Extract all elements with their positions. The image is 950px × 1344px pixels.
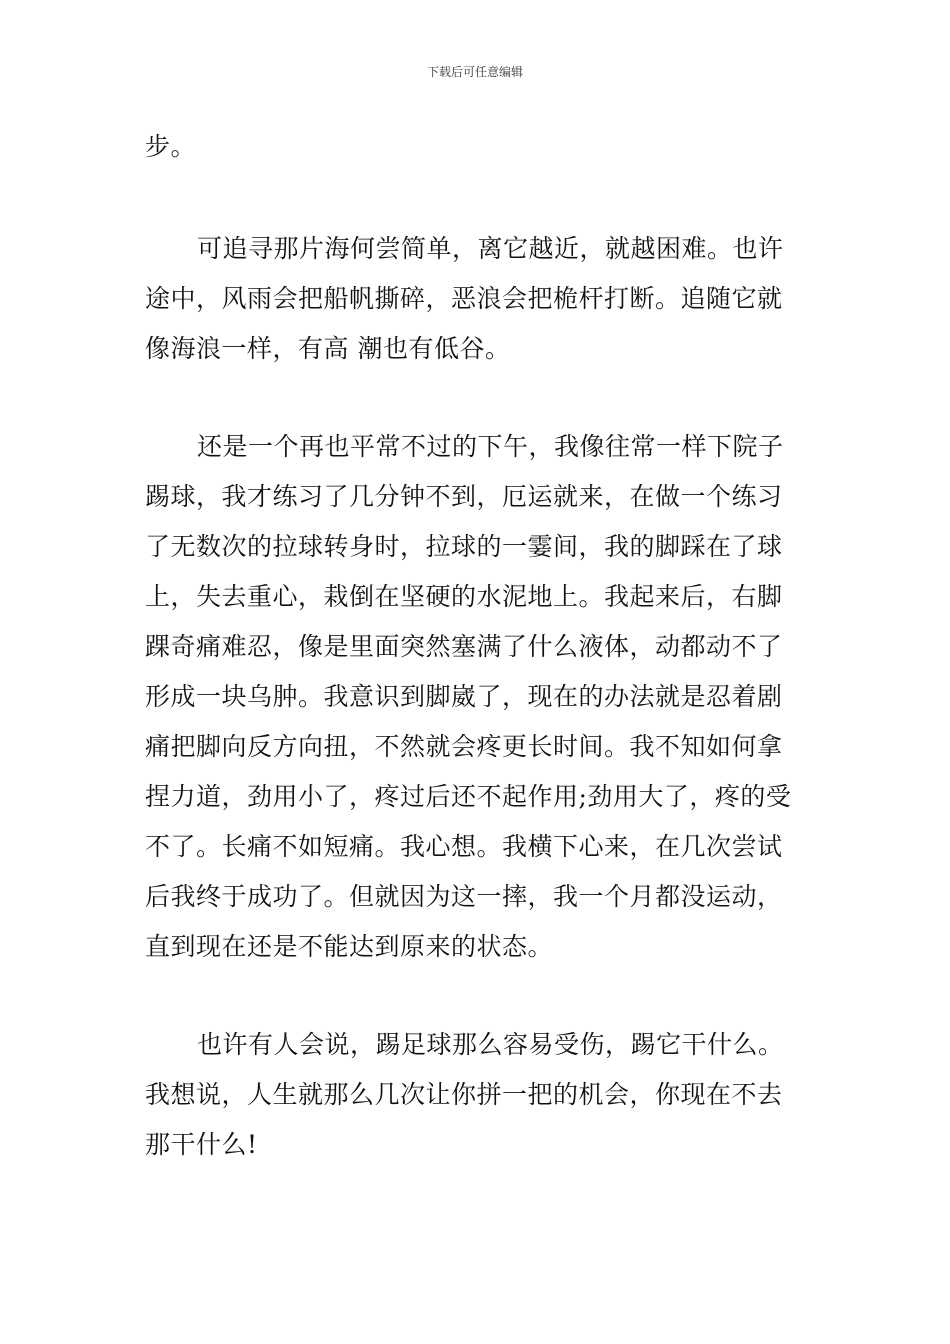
paragraph-line: 直到现在还是不能达到原来的状态。 xyxy=(145,932,554,961)
paragraph-4 xyxy=(145,1020,810,1170)
page-header: 下载后可任意编辑 xyxy=(426,65,523,79)
paragraph-line: 踢球，我才练习了几分钟不到，厄运就来，在做一个练习 xyxy=(145,482,783,511)
paragraph-line: 上，失去重心，栽倒在坚硬的水泥地上。我起来后，右脚 xyxy=(145,582,783,611)
paragraph-line: 也许有人会说，踢足球那么容易受伤，踢它干什么。 xyxy=(197,1030,784,1059)
paragraph-line: 痛把脚向反方向扭，不然就会疼更长时间。我不知如何拿 xyxy=(145,732,783,761)
paragraph-2 xyxy=(145,224,810,374)
paragraph-line: 了无数次的拉球转身时，拉球的一霎间，我的脚踩在了球 xyxy=(145,532,783,561)
paragraph-line: 我想说，人生就那么几次让你拼一把的机会，你现在不去 xyxy=(145,1080,783,1109)
paragraph-line: 途中，风雨会把船帆撕碎，恶浪会把桅杆打断。追随它就 xyxy=(145,284,783,313)
paragraph-line: 踝奇痛难忍，像是里面突然塞满了什么液体，动都动不了 xyxy=(145,632,783,661)
paragraph-line: 后我终于成功了。但就因为这一摔，我一个月都没运动， xyxy=(145,882,783,911)
paragraph-line: 捏力道，劲用小了，疼过后还不起作用;劲用大了，疼的受 xyxy=(145,782,792,811)
paragraph-line: 步。 xyxy=(145,132,197,161)
paragraph-line: 不了。长痛不如短痛。我心想。我横下心来，在几次尝试 xyxy=(145,832,783,861)
paragraph-line: 形成一块乌肿。我意识到脚崴了，现在的办法就是忍着剧 xyxy=(145,682,783,711)
paragraph-line: 像海浪一样，有高 潮也有低谷。 xyxy=(145,334,511,363)
paragraph-1 xyxy=(145,122,810,172)
paragraph-line: 还是一个再也平常不过的下午，我像往常一样下院子 xyxy=(197,432,784,461)
paragraph-3 xyxy=(145,422,810,972)
paragraph-line: 那干什么! xyxy=(145,1130,258,1159)
paragraph-line: 可追寻那片海何尝简单，离它越近，就越困难。也许 xyxy=(197,234,784,263)
